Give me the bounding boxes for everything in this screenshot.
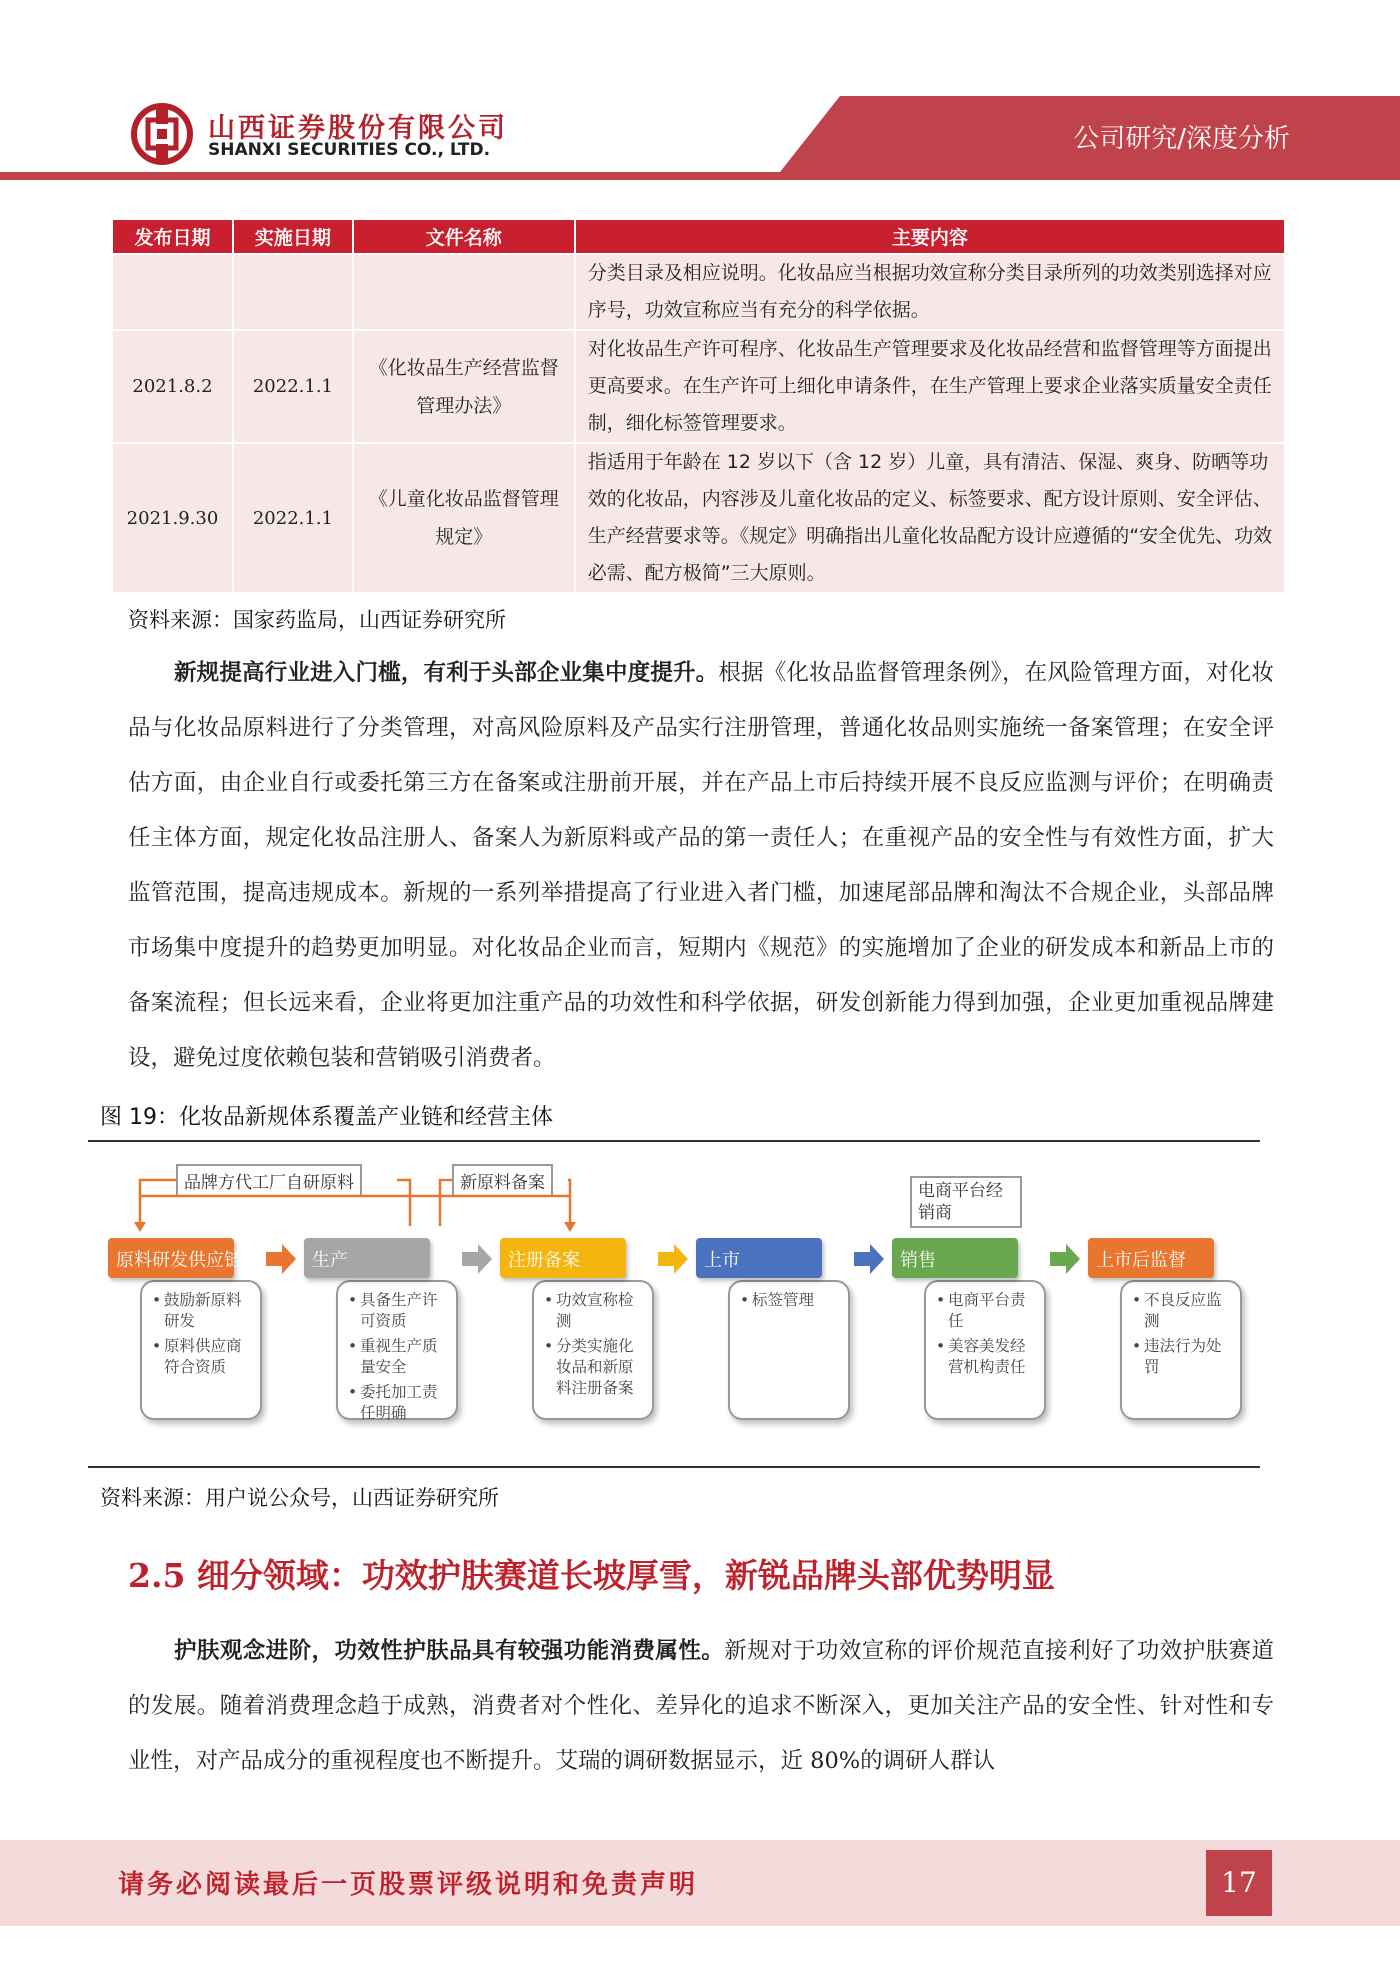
company-logo-icon [128, 102, 196, 166]
table-row [113, 443, 1285, 592]
column-header: 主要内容 [575, 220, 1285, 254]
content-cell: 指适用于年龄在 12 岁以下（含 12 岁）儿童，具有清洁、保湿、爽身、防晒等功效的化妆品，内容涉及儿童化妆品的定义、标签要求、配方设计原则、安全评估、生产经营要求等。《规定》明确指出儿童化妆品配方设计应遵循的“安全优先、功效必需、配方极简”三大原则。 [575, 443, 1285, 592]
release-date-cell: 2021.8.2 [113, 330, 233, 443]
stage-item: • 功效宣称检测 [544, 1290, 646, 1332]
table-row [113, 330, 1285, 443]
content-cell: 对化妆品生产许可程序、化妆品生产管理要求及化妆品经营和监督管理等方面提出更高要求。在生产许可上细化申请条件，在生产管理上要求企业落实质量安全责任制，细化标签管理要求。 [575, 330, 1285, 443]
stage-head-sales: 销售 [892, 1238, 1018, 1278]
table-header-row [113, 220, 1285, 254]
effective-date-cell: 2022.1.1 [233, 443, 353, 592]
stage-item: • 委托加工责任明确 [348, 1382, 450, 1424]
column-header: 实施日期 [233, 220, 353, 254]
stage-body-production [336, 1280, 458, 1420]
stage-item: • 原料供应商符合资质 [152, 1336, 254, 1378]
right-arrow-icon [1050, 1244, 1080, 1274]
company-name-en: SHANXI SECURITIES CO., LTD. [208, 140, 491, 160]
figure-source: 资料来源：用户说公众号，山西证券研究所 [100, 1486, 499, 1510]
release-date-cell: 2021.9.30 [113, 443, 233, 592]
table-row [113, 254, 1285, 330]
paragraph-lead: 护肤观念进阶，功效性护肤品具有较强功能消费属性。 [174, 1638, 725, 1664]
figure-title: 图 19：化妆品新规体系覆盖产业链和经营主体 [100, 1105, 553, 1130]
stage-body-raw-materials [140, 1280, 262, 1420]
paragraph-lead: 新规提高行业进入门槛，有利于头部企业集中度提升。 [174, 660, 719, 686]
section-heading: 2.5 细分领域：功效护肤赛道长坡厚雪，新锐品牌头部优势明显 [128, 1556, 1055, 1595]
document-name-cell [353, 254, 575, 330]
right-arrow-icon [462, 1244, 492, 1274]
stage-head-raw-materials: 原料研发供应链 [108, 1238, 234, 1278]
page-header [0, 0, 1400, 180]
stage-head-production: 生产 [304, 1238, 430, 1278]
column-header: 发布日期 [113, 220, 233, 254]
stage-item: • 具备生产许可资质 [348, 1290, 450, 1332]
stage-item: • 分类实施化妆品和新原料注册备案 [544, 1336, 646, 1399]
tag-factory-materials: 品牌方代工厂自研原料 [176, 1164, 362, 1197]
right-arrow-icon [854, 1244, 884, 1274]
right-arrow-icon [658, 1244, 688, 1274]
stage-item: • 重视生产质量安全 [348, 1336, 450, 1378]
document-name-cell: 《化妆品生产经营监督管理办法》 [353, 330, 575, 443]
stage-body-registration [532, 1280, 654, 1420]
header-divider [0, 172, 1400, 180]
stage-head-listing: 上市 [696, 1238, 822, 1278]
stage-item: • 不良反应监测 [1132, 1290, 1234, 1332]
page-number: 17 [1206, 1850, 1272, 1916]
release-date-cell [113, 254, 233, 330]
right-arrow-icon [266, 1244, 296, 1274]
bracket-connectors [100, 1160, 1260, 1240]
regulation-table [113, 220, 1286, 592]
stage-item: • 违法行为处罚 [1132, 1336, 1234, 1378]
body-paragraph-2 [128, 1624, 1274, 1789]
paragraph-text: 新规对于功效宣称的评价规范直接利好了功效护肤赛道的发展。随着消费理念趋于成熟，消费者对个性化、差异化的追求不断深入，更加关注产品的安全性、针对性和专业性，对产品成分的重视程度也不断提升。艾瑞的调研数据显示，近 80%的调研人群认 [128, 1638, 1274, 1774]
stage-body-sales [924, 1280, 1046, 1420]
figure-top-rule [88, 1140, 1260, 1142]
effective-date-cell: 2022.1.1 [233, 330, 353, 443]
effective-date-cell [233, 254, 353, 330]
tag-new-material-filing: 新原料备案 [452, 1164, 553, 1197]
company-name-cn: 山西证券股份有限公司 [208, 113, 508, 144]
stage-body-listing [728, 1280, 850, 1420]
document-name-cell: 《儿童化妆品监督管理规定》 [353, 443, 575, 592]
flow-diagram [100, 1160, 1260, 1460]
stage-item: • 美容美发经营机构责任 [936, 1336, 1038, 1378]
tag-ecommerce-dealers: 电商平台经销商 [910, 1176, 1022, 1228]
figure-bottom-rule [88, 1466, 1260, 1468]
stage-body-post-market [1120, 1280, 1242, 1420]
stage-item: • 鼓励新原料研发 [152, 1290, 254, 1332]
table-source: 资料来源：国家药监局，山西证券研究所 [128, 608, 506, 632]
content-cell: 分类目录及相应说明。化妆品应当根据功效宣称分类目录所列的功效类别选择对应序号，功效宣称应当有充分的科学依据。 [575, 254, 1285, 330]
column-header: 文件名称 [353, 220, 575, 254]
header-section-label: 公司研究/深度分析 [1073, 124, 1290, 154]
stage-item: • 标签管理 [740, 1290, 842, 1311]
footer-disclaimer: 请务必阅读最后一页股票评级说明和免责声明 [118, 1870, 699, 1900]
stage-item: • 电商平台责任 [936, 1290, 1038, 1332]
stage-head-registration: 注册备案 [500, 1238, 626, 1278]
paragraph-text: 根据《化妆品监督管理条例》，在风险管理方面，对化妆品与化妆品原料进行了分类管理，对高风险原料及产品实行注册管理，普通化妆品则实施统一备案管理；在安全评估方面，由企业自行或委托第三方在备案或注册前开展，并在产品上市后持续开展不良反应监测与评价；在明确责任主体方面，规定化妆品注册人、备案人为新原料或产品的第一责任人；在重视产品的安全性与有效性方面，扩大监管范围，提高违规成本。新规的一系列举措提高了行业进入者门槛，加速尾部品牌和淘汰不合规企业，头部品牌市场集中度提升的趋势更加明显。对化妆品企业而言，短期内《规范》的实施增加了企业的研发成本和新品上市的备案流程；但长远来看，企业将更加注重产品的功效性和科学依据，研发创新能力得到加强，企业更加重视品牌建设，避免过度依赖包装和营销吸引消费者。 [128, 660, 1274, 1071]
body-paragraph-1 [128, 646, 1274, 1086]
stage-head-post-market: 上市后监督 [1088, 1238, 1214, 1278]
